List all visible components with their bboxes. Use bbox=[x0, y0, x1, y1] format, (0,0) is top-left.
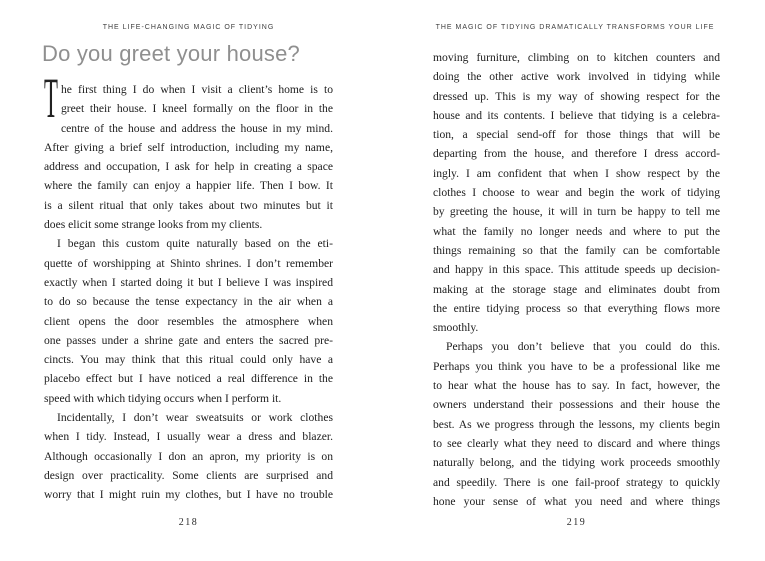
body-text-line: After giving a brief self introduction, including my name, bbox=[44, 140, 333, 154]
body-text-line: tion, a special send-off for those things that will be bbox=[433, 128, 720, 142]
body-text-line: by greeting the house, it will in turn be happy to tell me bbox=[433, 205, 720, 219]
right-page-number: 219 bbox=[566, 517, 587, 528]
body-text-line: placebo effect but I have noticed a real difference in the bbox=[44, 372, 333, 386]
body-text-line: address and occupation, I ask for help in creating a space bbox=[44, 160, 333, 174]
chapter-title: Do you greet your house? bbox=[42, 41, 300, 66]
body-text-line: where the family can enjoy a happier life. Then I bow. It bbox=[44, 179, 333, 193]
body-text-line: one passes under a shrine gate and enters the sacred pre- bbox=[44, 333, 333, 347]
body-text-line: and speedily. There is one fail-proof strategy to quickly bbox=[433, 475, 720, 489]
body-text-line: worry that I might ruin my clothes, but I have no trouble bbox=[44, 488, 333, 502]
body-text-line: I began this custom quite naturally based on the eti- bbox=[57, 237, 333, 251]
body-text-line: departing from the house, and therefore I dress accord- bbox=[433, 147, 720, 161]
body-text-line: he first thing I do when I visit a client’s home is to bbox=[61, 83, 333, 96]
body-text-line: hone your sense of what you need and where things bbox=[433, 494, 720, 508]
left-page-lines bbox=[44, 80, 333, 505]
body-text-line: what the family no longer needs and where to put the bbox=[433, 224, 720, 238]
body-text-line: ingly. I am confident that when I show respect by the bbox=[433, 166, 720, 180]
body-text-line: naturally belong, and the tidying work proceeds smoothly bbox=[433, 456, 720, 470]
body-text-line: when I tidy. Instead, I usually wear a dress and blazer. bbox=[44, 430, 333, 444]
body-text-line: the entire tidying process so that everything flows more bbox=[433, 301, 720, 315]
body-text-line: smoothly. bbox=[433, 321, 479, 335]
body-text-line: cincts. You may think that this ritual could only have a bbox=[44, 353, 333, 367]
body-text-line: making at the storage stage and eliminates doubt from bbox=[433, 282, 720, 296]
body-text-line: centre of the house and address the house in my mind. bbox=[61, 121, 333, 135]
body-text-line: is a silent ritual that only takes about two minutes but it bbox=[44, 198, 333, 212]
body-text-line: moving furniture, climbing on to kitchen counters and bbox=[433, 51, 720, 64]
body-text-line: owners understand their possessions and their house the bbox=[433, 398, 720, 412]
body-text-line: Perhaps you don’t believe that you could do this. bbox=[446, 340, 720, 354]
body-text-line: doing the other active work involved in tidying while bbox=[433, 70, 720, 84]
body-text-line: best. As we progress through the lessons, my clients begin bbox=[433, 417, 720, 431]
right-running-header: THE MAGIC OF TIDYING DRAMATICALLY TRANSFORMS YOUR LIFE bbox=[435, 24, 715, 31]
body-text-line: clothes I choose to wear and begin the work of tidying bbox=[433, 186, 720, 200]
right-page-body bbox=[433, 48, 720, 511]
body-text-line: quette of worshipping at Shinto shrines. I don’t remember bbox=[44, 256, 333, 270]
left-running-header: THE LIFE-CHANGING MAGIC OF TIDYING bbox=[102, 24, 275, 31]
body-text-line: speed with which tidying occurs when I perform it. bbox=[44, 391, 282, 405]
body-text-line: greet their house. I kneel formally on the floor in the bbox=[61, 102, 333, 116]
body-text-line: to do so because the tense expectancy in the air when a bbox=[44, 295, 333, 309]
left-page-number: 218 bbox=[178, 517, 199, 528]
body-text-line: does elicit some strange looks from my clients. bbox=[44, 218, 263, 232]
body-text-line: and happy in this space. This attitude speeds up decision- bbox=[433, 263, 720, 277]
body-text-line: to hear what the house has to say. In fact, however, the bbox=[433, 379, 720, 393]
body-text-line: Although occasionally I don an apron, my priority is on bbox=[44, 449, 333, 463]
body-text-line: client opens the door resembles the atmosphere when bbox=[44, 314, 333, 328]
body-text-line: dressed up. This is my way of showing respect for the bbox=[433, 89, 720, 103]
body-text-line: design over practicality. Some clients are surprised and bbox=[44, 468, 333, 482]
body-text-line: to see clearly what they need to discard and where things bbox=[433, 436, 720, 450]
left-page-body bbox=[44, 80, 333, 505]
body-text-line: exactly when I started doing it but I believe I was inspired bbox=[44, 275, 333, 289]
body-text-line: Incidentally, I don’t wear sweatsuits or work clothes bbox=[57, 411, 333, 425]
right-page-lines bbox=[433, 48, 720, 511]
drop-cap-spacer bbox=[44, 80, 61, 119]
body-text-line: Perhaps you think you have to be a professional like me bbox=[433, 359, 720, 373]
body-text-line: things remaining so that the family can be comfortable bbox=[433, 243, 720, 257]
body-text-line: house and its contents. I believe that tidying is a celebra- bbox=[433, 108, 720, 122]
drop-cap: T bbox=[44, 67, 58, 130]
